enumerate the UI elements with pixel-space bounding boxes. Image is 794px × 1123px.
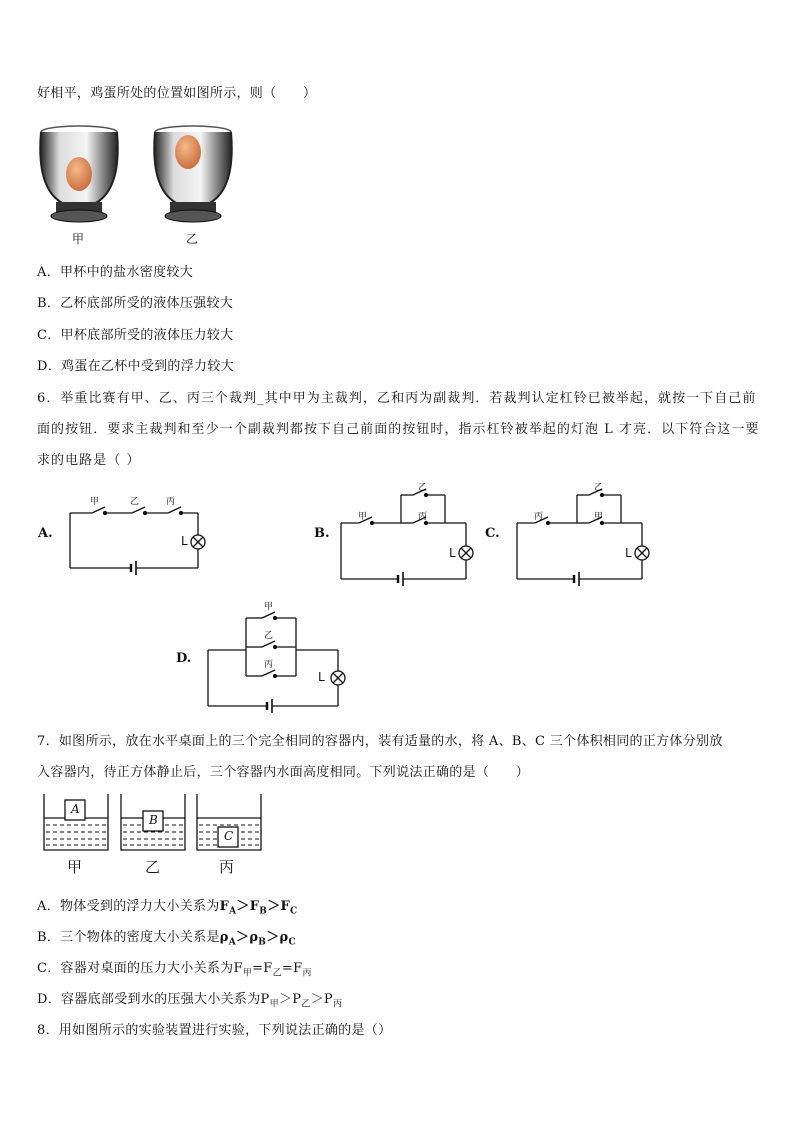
circuit-a-switch-bing: 丙 bbox=[166, 497, 176, 507]
q6-stem-line-1: 6．举重比赛有甲、乙、丙三个裁判_其中甲为主裁判，乙和丙为副裁判．若裁判认定杠铃已被举起，就按一下自己前 bbox=[37, 391, 757, 406]
q8-stem: 8．用如图所示的实验装置进行实验，下列说法正确的是（） bbox=[37, 1023, 392, 1038]
circuit-b-switch-jia: 甲 bbox=[358, 512, 368, 522]
cup-jia bbox=[40, 126, 117, 222]
circuit-d-lamp: L bbox=[318, 670, 325, 684]
q7-option-c: C．容器对桌面的压力大小关系为$F_甲=F_乙=F_丙$ bbox=[37, 961, 312, 979]
circuit-c-switch-bing: 丙 bbox=[534, 512, 544, 522]
circuit-a-letter: A. bbox=[38, 526, 53, 541]
block-b: B bbox=[149, 813, 158, 827]
q5-cups-figure bbox=[36, 112, 236, 247]
circuit-a-switch-jia: 甲 bbox=[90, 497, 100, 507]
circuit-b-switch-bing: 丙 bbox=[418, 512, 428, 522]
circuit-b bbox=[335, 473, 485, 588]
circuit-c-lamp: L bbox=[625, 546, 632, 560]
cup-label-jia: 甲 bbox=[72, 232, 85, 246]
circuit-a-lamp: L bbox=[181, 534, 188, 548]
q5-option-c: C．甲杯底部所受的液体压力较大 bbox=[37, 328, 234, 343]
q7-stem-line-2: 入容器内，待正方体静止后，三个容器内水面高度相同。下列说法正确的是（ ） bbox=[37, 765, 530, 780]
q7-option-d: D．容器底部受到水的压强大小关系为$P_甲>P_乙>P_丙$ bbox=[37, 992, 343, 1010]
q5-option-d: D．鸡蛋在乙杯中受到的浮力较大 bbox=[37, 359, 234, 374]
container-label-yi: 乙 bbox=[145, 858, 161, 876]
block-a: A bbox=[71, 802, 80, 816]
circuit-d-letter: D. bbox=[176, 651, 192, 666]
q5-option-b: B．乙杯底部所受的液体压强较大 bbox=[37, 296, 234, 311]
q5-option-a: A．甲杯中的盐水密度较大 bbox=[37, 265, 193, 280]
circuit-b-lamp: L bbox=[449, 546, 456, 560]
container-label-jia: 甲 bbox=[67, 858, 83, 876]
circuit-c bbox=[511, 473, 661, 588]
cup-label-yi: 乙 bbox=[186, 232, 199, 246]
circuit-c-switch-jia: 甲 bbox=[594, 512, 604, 522]
circuit-a-switch-yi: 乙 bbox=[130, 497, 140, 507]
q7-option-a: A．物体受到的浮力大小关系为$F_A>F_B>F_C$ bbox=[37, 899, 298, 917]
circuit-d-switch-bing: 丙 bbox=[264, 660, 274, 670]
circuit-d bbox=[202, 598, 354, 718]
circuit-b-switch-yi: 乙 bbox=[418, 483, 428, 493]
container-label-bing: 丙 bbox=[219, 858, 235, 876]
circuit-a bbox=[60, 488, 220, 583]
circuit-d-switch-jia: 甲 bbox=[264, 602, 274, 612]
q5-stem: 好相平，鸡蛋所处的位置如图所示，则（ ） bbox=[37, 86, 317, 101]
circuit-c-switch-yi: 乙 bbox=[594, 483, 604, 493]
cup-yi bbox=[154, 126, 231, 222]
q7-option-b: B．三个物体的密度大小关系是$\rho_A>\rho_B>\rho_C$ bbox=[37, 930, 296, 948]
q6-stem-line-3: 求的电路是（ ） bbox=[37, 453, 141, 468]
block-c: C bbox=[224, 829, 234, 843]
q6-stem-line-2: 面的按钮．要求主裁判和至少一个副裁判都按下自己前面的按钮时，指示杠铃被举起的灯泡 L 才亮．以下符合这一要 bbox=[37, 422, 760, 437]
circuit-b-letter: B. bbox=[314, 526, 330, 541]
circuit-d-switch-yi: 乙 bbox=[264, 631, 274, 641]
q7-stem-line-1: 7．如图所示，放在水平桌面上的三个完全相同的容器内，装有适量的水，将 A、B、C 三个体积相同的正方体分别放 bbox=[37, 734, 723, 749]
circuit-c-letter: C. bbox=[485, 526, 500, 541]
